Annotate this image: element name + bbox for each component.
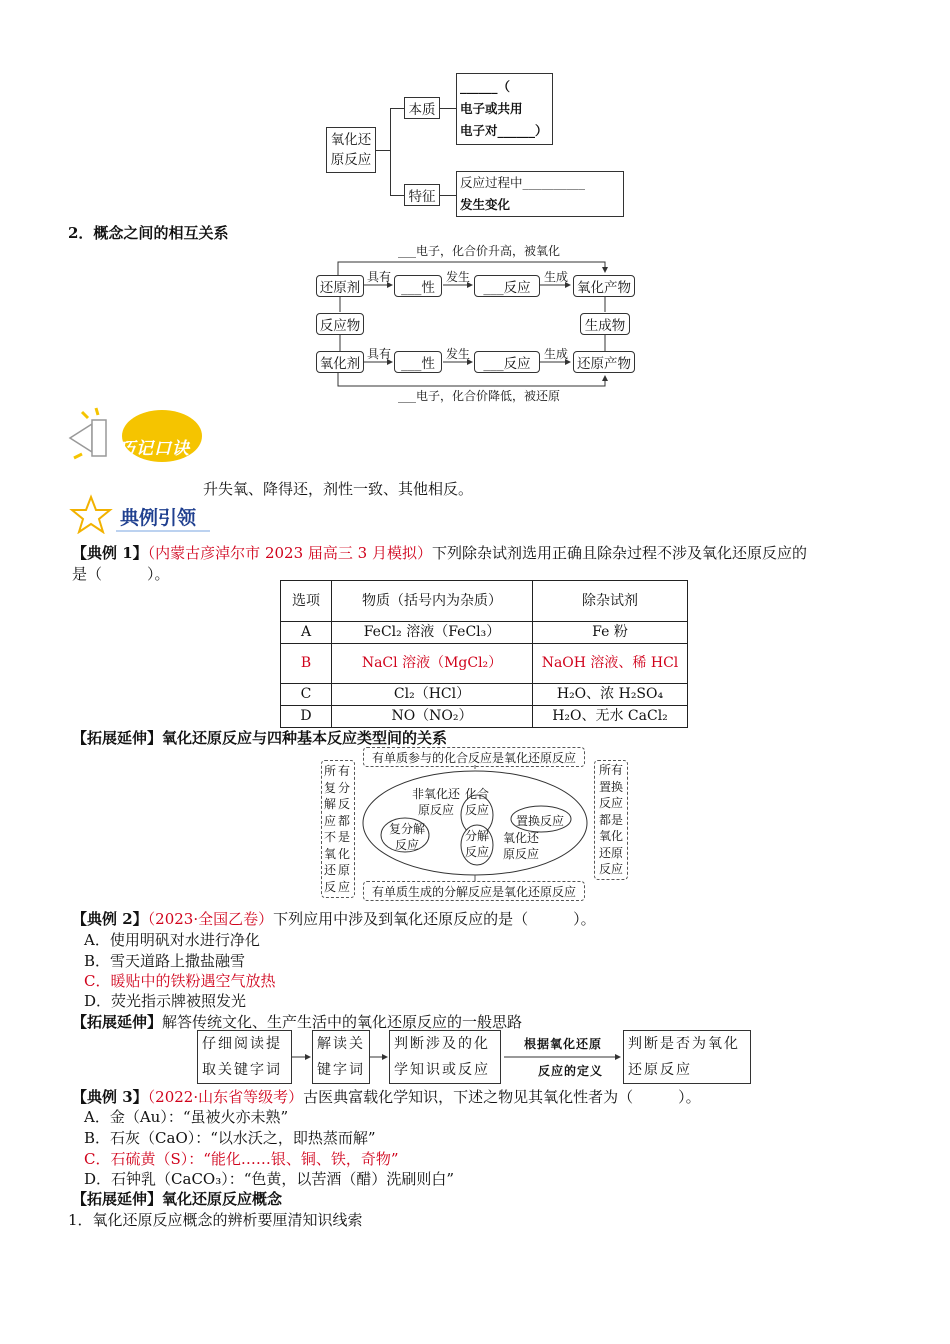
displacement-label: 置换反应 [516,814,565,828]
mnemonic-badge: 巧记口诀 [118,439,190,459]
oxidizer-property-box: ___性 [394,351,442,373]
example-3-option-c: C．石硫黄（S）：“能化……银、铜、铁，奇物” [84,1150,399,1168]
top-note: ___电子，化合价升高，被氧化 [398,244,561,258]
redox-label: 氧化还原反应 [502,831,539,861]
reactant-box: 反应物 [316,313,364,335]
extension-1-title: 【拓展延伸】氧化还原反应与四种基本反应类型间的关系 [72,729,448,747]
right-rule-box: 所有置换反应都是氧化还原反应 [594,760,628,880]
flow-step-4: 判断是否为氧化 还原反应 [623,1030,751,1084]
label-has-top: 具有 [367,270,392,284]
example-1-stem-cont: 是（ ）。 [72,565,170,583]
table-header-substance: 物质（括号内为杂质） [332,581,533,622]
reducer-property-box: ___性 [394,275,442,297]
reducer-box: 还原剂 [316,275,364,297]
combination-label: 化合反应 [465,787,490,817]
oxidizer-box: 氧化剂 [316,351,364,373]
table-row: A FeCl₂ 溶液（FeCl₃） Fe 粉 [281,622,688,644]
feature-detail: 反应过程中__________ 发生变化 [456,171,624,217]
table-header-option: 选项 [281,581,332,622]
example-2-stem: 【典例 2】（2023·全国乙卷）下列应用中涉及到氧化还原反应的是（ ）。 [72,910,596,928]
example-1-stem: 【典例 1】（内蒙古彦淖尔市 2023 届高三 3 月模拟）下列除杂试剂选用正确且除杂过程不涉及氧化还原反应的 [72,544,807,562]
flow-arrow-label-1: 根据氧化还原 [524,1037,603,1051]
example-3-option-b: B．石灰（CaO）：“以水沃之，即热蒸而解” [84,1129,376,1147]
mnemonic-text: 升失氧、降得还，剂性一致、其他相反。 [203,480,474,498]
non-redox-label: 非氧化还原反应 [411,787,460,817]
red-product-box: 还原产物 [573,351,635,373]
extension-3-title: 【拓展延伸】氧化还原反应概念 [72,1190,283,1208]
tree-branch-essence: 本质 [404,97,440,119]
tree-root: 氧化还 原反应 [326,127,376,173]
top-rule-box: 有单质参与的化合反应是氧化还原反应 [363,747,585,767]
double-decomp-label: 复分解反应 [388,822,425,852]
table-header-reagent: 除杂试剂 [533,581,688,622]
flow-step-2: 解读关 键字词 [312,1030,370,1084]
reduction-reaction-box: ___反应 [474,351,540,373]
extension-2-title: 【拓展延伸】解答传统文化、生产生活中的氧化还原反应的一般思路 [72,1013,523,1031]
label-occurs-bottom: 发生 [446,347,471,361]
product-box: 生成物 [580,313,630,335]
oxidation-reaction-box: ___反应 [474,275,540,297]
table-row: B NaCl 溶液（MgCl₂） NaOH 溶液、稀 HCl [281,644,688,684]
ox-product-box: 氧化产物 [573,275,635,297]
examples-header-title: 典例引领 [120,507,197,529]
left-rule-box: 所有复分解反应都不是氧化还原反应 [321,760,355,898]
label-generates-top: 生成 [544,270,569,284]
flow-step-3: 判断涉及的化 学知识或反应 [389,1030,501,1084]
example-2-option-b: B．雪天道路上撒盐融雪 [84,952,246,970]
table-row: C Cl₂（HCl） H₂O、浓 H₂SO₄ [281,684,688,706]
label-has-bottom: 具有 [367,347,392,361]
essence-detail: ______（ 电子或共用 电子对______） [456,73,553,145]
example-3-option-d: D．石钟乳（CaCO₃）：“色黄，以苦酒（醋）洗刷则白” [84,1170,455,1188]
decomposition-label: 分解反应 [465,829,490,859]
example-2-option-d: D．荧光指示牌被照发光 [84,992,247,1010]
example-2-option-c: C．暖贴中的铁粉遇空气放热 [84,972,276,990]
section-2-title: 2．概念之间的相互关系 [68,224,229,242]
bottom-rule-box: 有单质生成的分解反应是氧化还原反应 [363,881,585,901]
example-2-option-a: A．使用明矾对水进行净化 [84,931,260,949]
label-occurs-top: 发生 [446,270,471,284]
star-icon [68,494,114,534]
table-row: D NO（NO₂） H₂O、无水 CaCl₂ [281,706,688,728]
extension-3-item-1: 1．氧化还原反应概念的辨析要厘清知识线索 [68,1211,363,1229]
label-generates-bottom: 生成 [544,347,569,361]
tree-branch-feature: 特征 [404,184,440,206]
example-3-stem: 【典例 3】（2022·山东省等级考）古医典富载化学知识，下述之物见其氧化性者为（ ）。 [72,1088,701,1106]
example-3-option-a: A．金（Au）：“虽被火亦未熟” [84,1108,289,1126]
flow-step-1: 仔细阅读提 取关键字词 [197,1030,292,1084]
bottom-note: ___电子，化合价降低，被还原 [398,389,561,403]
example-1-table [280,580,688,728]
flow-arrow-label-2: 反应的定义 [538,1064,604,1078]
